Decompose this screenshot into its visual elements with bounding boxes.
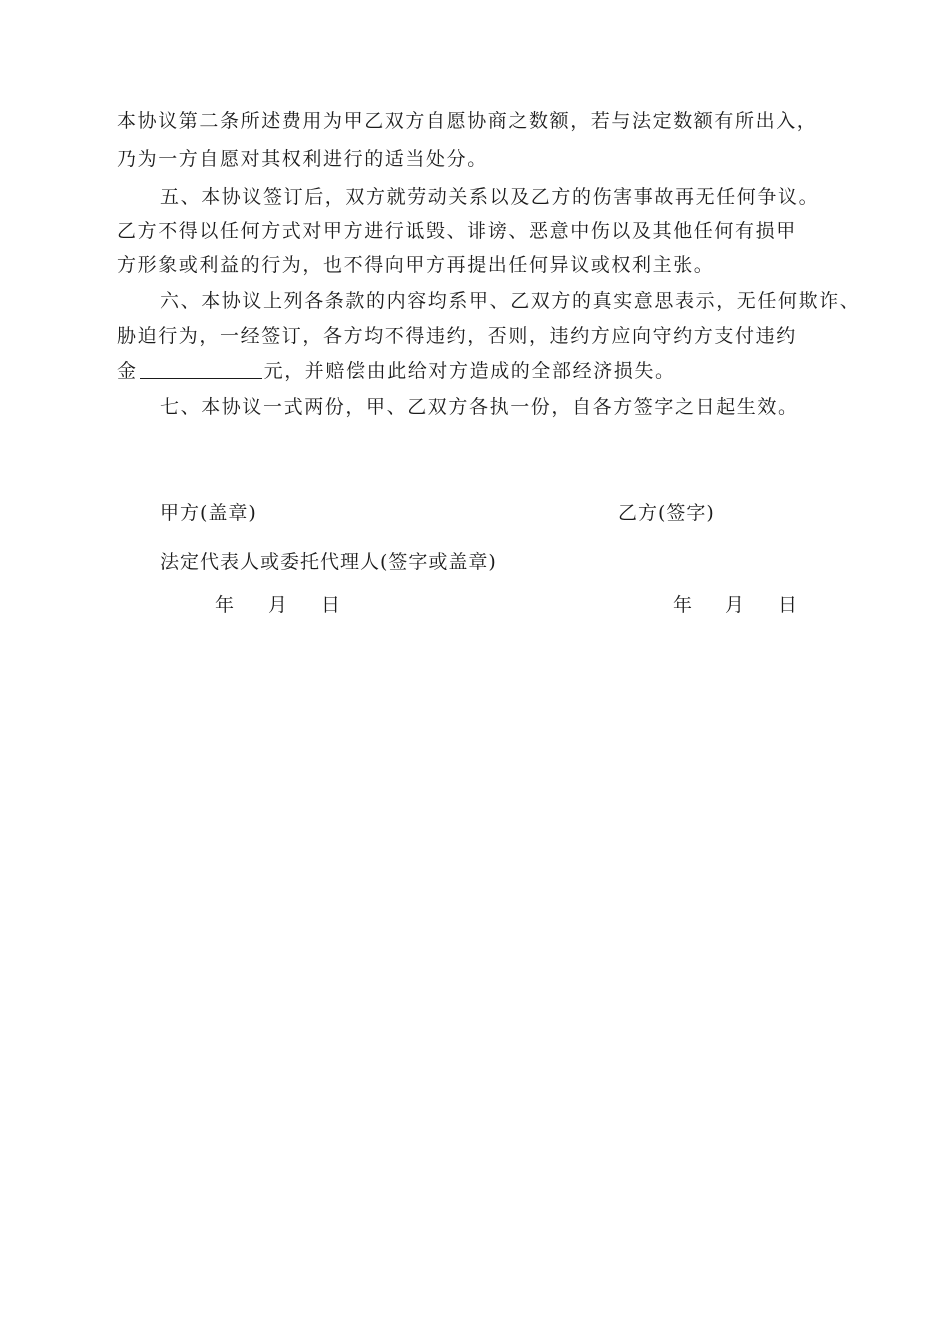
party-b-date-month: 月: [725, 594, 745, 616]
clause-five-line: 乙方不得以任何方式对甲方进行诋毁、诽谤、恶意中伤以及其他任何有损甲: [117, 220, 797, 242]
party-b-date-year: 年: [673, 594, 693, 616]
paragraph-line: 乃为一方自愿对其权利进行的适当处分。: [117, 148, 488, 170]
party-a-seal-label: 甲方(盖章): [160, 502, 257, 524]
paragraph-line: 本协议第二条所述费用为甲乙双方自愿协商之数额，若与法定数额有所出入，: [117, 110, 818, 132]
clause-six-line: 胁迫行为，一经签订，各方均不得违约，否则，违约方应向守约方支付违约: [117, 325, 797, 347]
penalty-amount-blank[interactable]: [140, 360, 262, 379]
penalty-suffix: 元，并赔偿由此给对方造成的全部经济损失。: [263, 360, 676, 382]
clause-seven-line: 七、本协议一式两份，甲、乙双方各执一份，自各方签字之日起生效。: [160, 396, 799, 418]
clause-five-line: 五、本协议签订后，双方就劳动关系以及乙方的伤害事故再无任何争议。: [160, 186, 820, 208]
party-a-date-month: 月: [268, 594, 288, 616]
representative-signature-label: 法定代表人或委托代理人(签字或盖章): [160, 551, 497, 573]
party-b-signature-label: 乙方(签字): [618, 502, 715, 524]
party-a-date-year: 年: [215, 594, 235, 616]
party-a-date-day: 日: [321, 594, 341, 616]
clause-six-line: 六、本协议上列各条款的内容均系甲、乙双方的真实意思表示，无任何欺诈、: [160, 290, 861, 312]
party-b-date-day: 日: [778, 594, 798, 616]
clause-six-line: [117, 359, 837, 383]
penalty-prefix: 金: [117, 360, 138, 382]
clause-five-line: 方形象或利益的行为，也不得向甲方再提出任何异议或权利主张。: [117, 254, 715, 276]
